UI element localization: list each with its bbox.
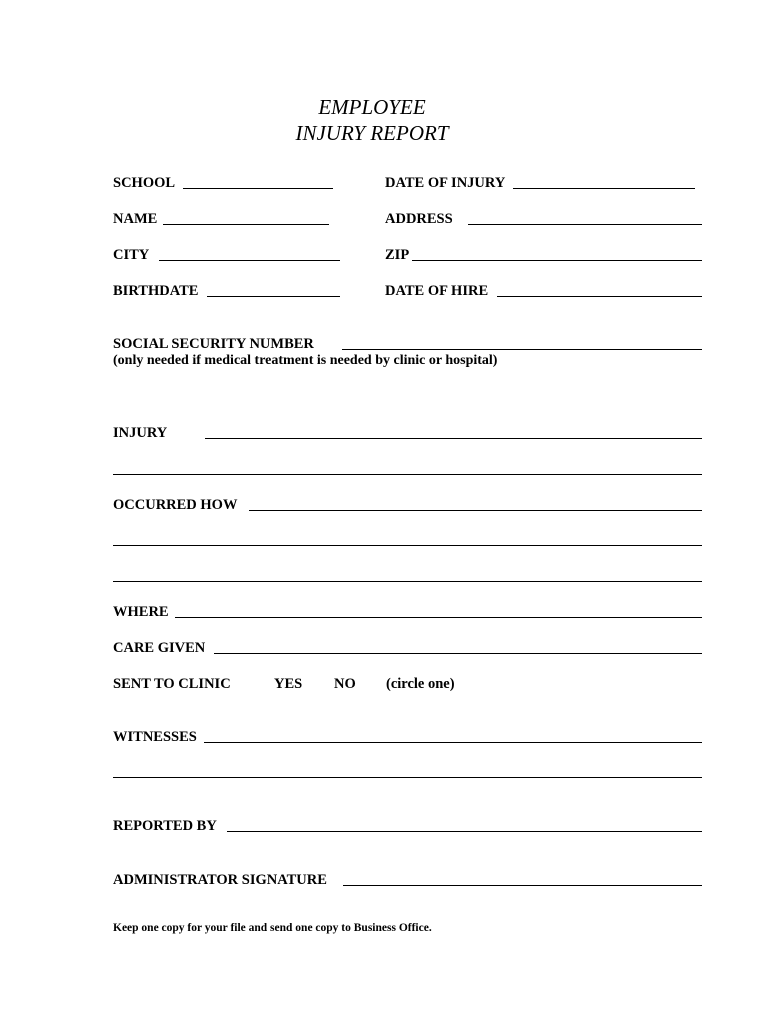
birthdate-field[interactable] (207, 296, 340, 297)
no-option[interactable]: NO (334, 676, 356, 692)
city-field[interactable] (159, 260, 340, 261)
witnesses-label: WITNESSES (113, 729, 197, 745)
date-of-injury-field[interactable] (513, 188, 695, 189)
injury-label: INJURY (113, 425, 168, 441)
reported-by-label: REPORTED BY (113, 818, 217, 834)
occurred-how-label: OCCURRED HOW (113, 497, 238, 513)
date-of-injury-label: DATE OF INJURY (385, 175, 506, 191)
reported-by-field[interactable] (227, 831, 702, 832)
admin-signature-field[interactable] (343, 885, 702, 886)
yes-option[interactable]: YES (274, 676, 303, 692)
city-label: CITY (113, 247, 150, 263)
footer-instruction: Keep one copy for your file and send one copy to Business Office. (113, 922, 432, 934)
admin-signature-label: ADMINISTRATOR SIGNATURE (113, 872, 327, 888)
zip-label: ZIP (385, 247, 410, 263)
circle-one-note: (circle one) (386, 676, 455, 692)
date-of-hire-label: DATE OF HIRE (385, 283, 489, 299)
address-label: ADDRESS (385, 211, 453, 227)
occurred-how-field-line3[interactable] (113, 581, 702, 582)
occurred-how-field[interactable] (249, 510, 702, 511)
witnesses-field[interactable] (204, 742, 702, 743)
where-field[interactable] (175, 617, 702, 618)
birthdate-label: BIRTHDATE (113, 283, 199, 299)
ssn-note: (only needed if medical treatment is needed by clinic or hospital) (113, 353, 498, 368)
injury-field[interactable] (205, 438, 702, 439)
witnesses-field-line2[interactable] (113, 777, 702, 778)
sent-to-clinic-label: SENT TO CLINIC (113, 676, 231, 692)
ssn-label: SOCIAL SECURITY NUMBER (113, 336, 314, 352)
date-of-hire-field[interactable] (497, 296, 702, 297)
name-field[interactable] (163, 224, 329, 225)
ssn-field[interactable] (342, 349, 702, 350)
care-given-label: CARE GIVEN (113, 640, 206, 656)
form-title-line1: EMPLOYEE (318, 95, 426, 119)
zip-field[interactable] (412, 260, 702, 261)
school-field[interactable] (183, 188, 333, 189)
occurred-how-field-line2[interactable] (113, 545, 702, 546)
school-label: SCHOOL (113, 175, 176, 191)
name-label: NAME (113, 211, 158, 227)
where-label: WHERE (113, 604, 169, 620)
care-given-field[interactable] (214, 653, 702, 654)
address-field[interactable] (468, 224, 702, 225)
form-title-line2: INJURY REPORT (295, 121, 449, 145)
injury-field-line2[interactable] (113, 474, 702, 475)
